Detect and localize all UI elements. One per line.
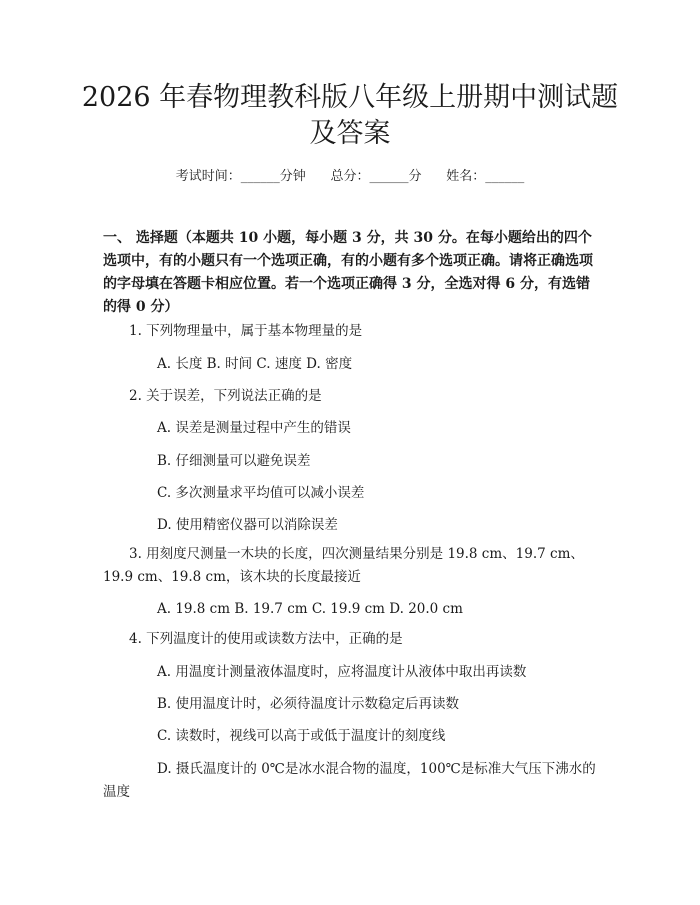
question-4-option-d: D. 摄氏温度计的 0℃是冰水混合物的温度，100℃是标准大气压下沸水的 — [157, 761, 596, 777]
title-line-2: 及答案 — [309, 118, 391, 149]
question-2-option-b: B. 仔细测量可以避免误差 — [157, 453, 311, 469]
question-3-options: A. 19.8 cm B. 19.7 cm C. 19.9 cm D. 20.0 cm — [157, 601, 463, 617]
title-line-1: 2026 年春物理教科版八年级上册期中测试题 — [81, 82, 619, 113]
question-3-stem-line-2: 19.9 cm、19.8 cm，该木块的长度最接近 — [103, 569, 361, 585]
question-2-option-a: A. 误差是测量过程中产生的错误 — [157, 420, 351, 436]
question-4-option-c: C. 读数时，视线可以高于或低于温度计的刻度线 — [157, 728, 446, 744]
question-3-stem-line-1: 3. 用刻度尺测量一木块的长度，四次测量结果分别是 19.8 cm、19.7 cm、 — [129, 546, 584, 562]
question-2-option-c: C. 多次测量求平均值可以减小误差 — [157, 485, 365, 501]
question-2-option-d: D. 使用精密仪器可以消除误差 — [157, 517, 338, 533]
document-title — [0, 80, 700, 152]
question-4-option-b: B. 使用温度计时，必须待温度计示数稳定后再读数 — [157, 696, 460, 712]
question-4-option-a: A. 用温度计测量液体温度时，应将温度计从液体中取出再读数 — [157, 664, 527, 680]
question-2-stem: 2. 关于误差，下列说法正确的是 — [129, 388, 322, 404]
question-4-stem: 4. 下列温度计的使用或读数方法中，正确的是 — [129, 631, 403, 647]
question-1-options: A. 长度 B. 时间 C. 速度 D. 密度 — [157, 356, 353, 372]
section-heading: 一、 选择题（本题共 10 小题，每小题 3 分，共 30 分。在每小题给出的四个选项中，有的小题只有一个选项正确，有的小题有多个选项正确。请将正确选项的字母填在答题卡相应位置。若一个选项正确得 3 分，全选对得 6 分，有选错的得 0 分） — [103, 230, 593, 315]
question-4-option-d-continuation: 温度 — [103, 784, 130, 800]
question-1-stem: 1. 下列物理量中，属于基本物理量的是 — [129, 323, 363, 339]
exam-info-line: 考试时间：______分钟 总分：______分 姓名：______ — [175, 169, 525, 184]
